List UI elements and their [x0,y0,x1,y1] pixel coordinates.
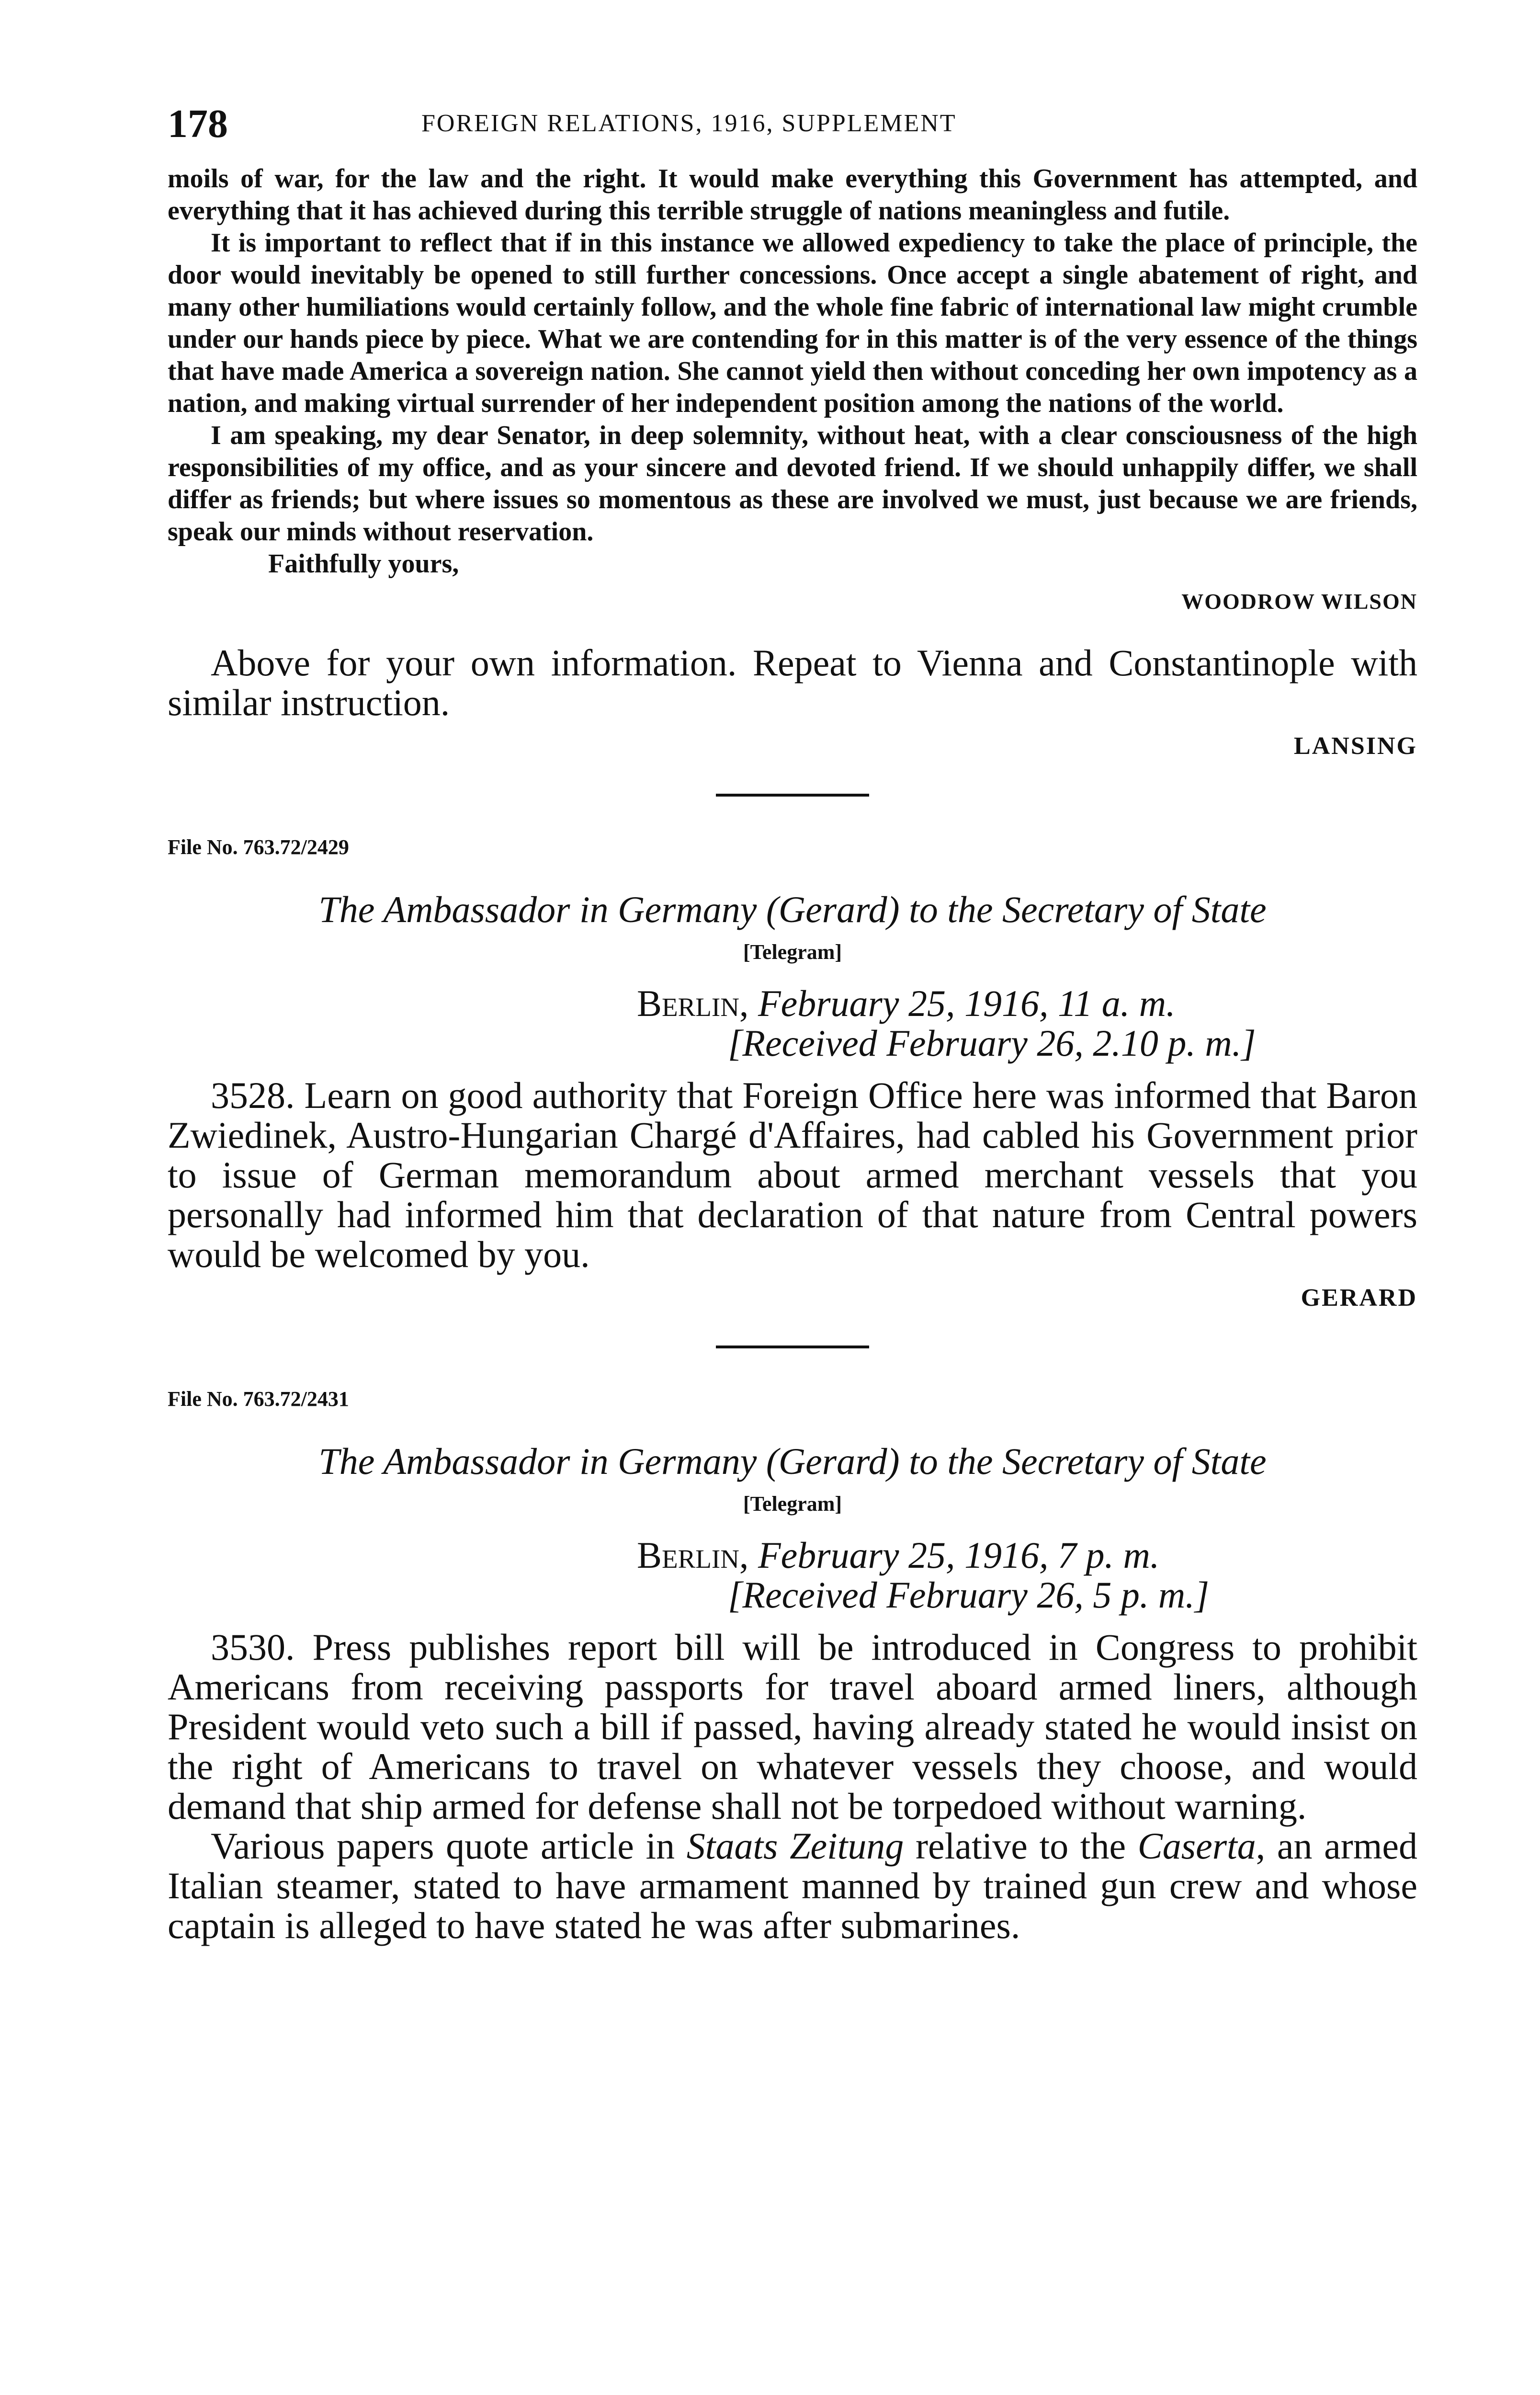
received-line: [Received February 26, 2.10 p. m.] [728,1022,1256,1064]
dateline-city: Berlin, [637,982,749,1024]
dateline-city: Berlin, [637,1534,749,1576]
telegram-paragraph: 3528. Learn on good authority that Foreign Office here was informed that Baron Zwiedinek, Austro-Hungarian Chargé d'Affaires, had cabled his Government prior to issue of German memorandum about armed merchant vessels that you personally had informed him that declaration of that nature from Central powers would be welcomed by you. [168,1074,1417,1275]
running-head: FOREIGN RELATIONS, 1916, SUPPLEMENT [421,110,957,137]
text-run: relative to the [904,1825,1138,1867]
instruction-text: Above for your own information. Repeat to Vienna and Constantinople with similar instruction. [168,642,1417,723]
section-divider [716,1346,869,1348]
file-number: File No. 763.72/2431 [168,1387,349,1411]
received-line: [Received February 26, 5 p. m.] [728,1574,1210,1616]
telegram-paragraph: 3530. Press publishes report bill will be introduced in Congress to prohibit Americans from receiving passports for travel aboard armed liners, although President would veto such a bill if passed, having already stated he would insist on the right of Americans to travel on whatever vessels they choose, and would demand that ship armed for defense shall not be torpedoed without warning. [168,1626,1417,1827]
letter-closing: Faithfully yours, [268,549,459,579]
document-title: The Ambassador in Germany (Gerard) to the Secretary of State [318,1440,1267,1482]
letter-signature: WOODROW WILSON [1181,589,1417,614]
dateline [637,1535,1417,1615]
letter-paragraph: It is important to reflect that if in this instance we allowed expediency to take the place of principle, the door would inevitably be opened to still further concessions. Once accept a single abatement of right, and many other humiliations would certainly follow, and the whole fine fabric of international law might crumble under our hands piece by piece. What we are contending for in this matter is of the very essence of the things that have made America a sovereign nation. She cannot yield then without conceding her own impotency as a nation, and making virtual surrender of her independent position among the nations of the world. [168,228,1417,418]
telegram-label: [Telegram] [743,1492,842,1516]
page-number: 178 [168,102,228,146]
dateline-date: February 25, 1916, 11 a. m. [758,982,1176,1024]
document-page [168,96,1417,1945]
document-title: The Ambassador in Germany (Gerard) to the Secretary of State [318,889,1267,930]
telegram-paragraph [168,1826,1417,1945]
letter-paragraph: I am speaking, my dear Senator, in deep solemnity, without heat, with a clear consciousness of the high responsibilities of my office, and as your sincere and devoted friend. If we should unhappily differ, we shall differ as friends; but where issues so momentous as these are involved we must, just because we are friends, speak our minds without reservation. [168,421,1417,547]
letter-paragraph: moils of war, for the law and the right. It would make everything this Government has attempted, and everything that it has achieved during this terrible struggle of nations meaningless and futile. [168,164,1417,226]
file-number: File No. 763.72/2429 [168,835,349,859]
telegram-label: [Telegram] [743,940,842,964]
dateline-date: February 25, 1916, 7 p. m. [758,1534,1160,1576]
dateline [637,983,1417,1063]
ship-name: Caserta [1137,1825,1256,1867]
telegram-body [168,1627,1417,1945]
text-run: Various papers quote article in [211,1825,687,1867]
instruction-block [168,643,1417,722]
text-run: , an armed Italian steamer, stated to have armament manned by trained gun crew and whose captain is alleged to have stated he was after submarines. [168,1825,1417,1946]
instruction-signature: LANSING [1294,732,1417,760]
section-divider [716,794,869,797]
telegram-signature: GERARD [1301,1284,1417,1312]
letter-body [168,163,1417,548]
page-header [168,96,1417,163]
newspaper-name: Staats Zeitung [686,1825,904,1867]
telegram-body [168,1075,1417,1274]
